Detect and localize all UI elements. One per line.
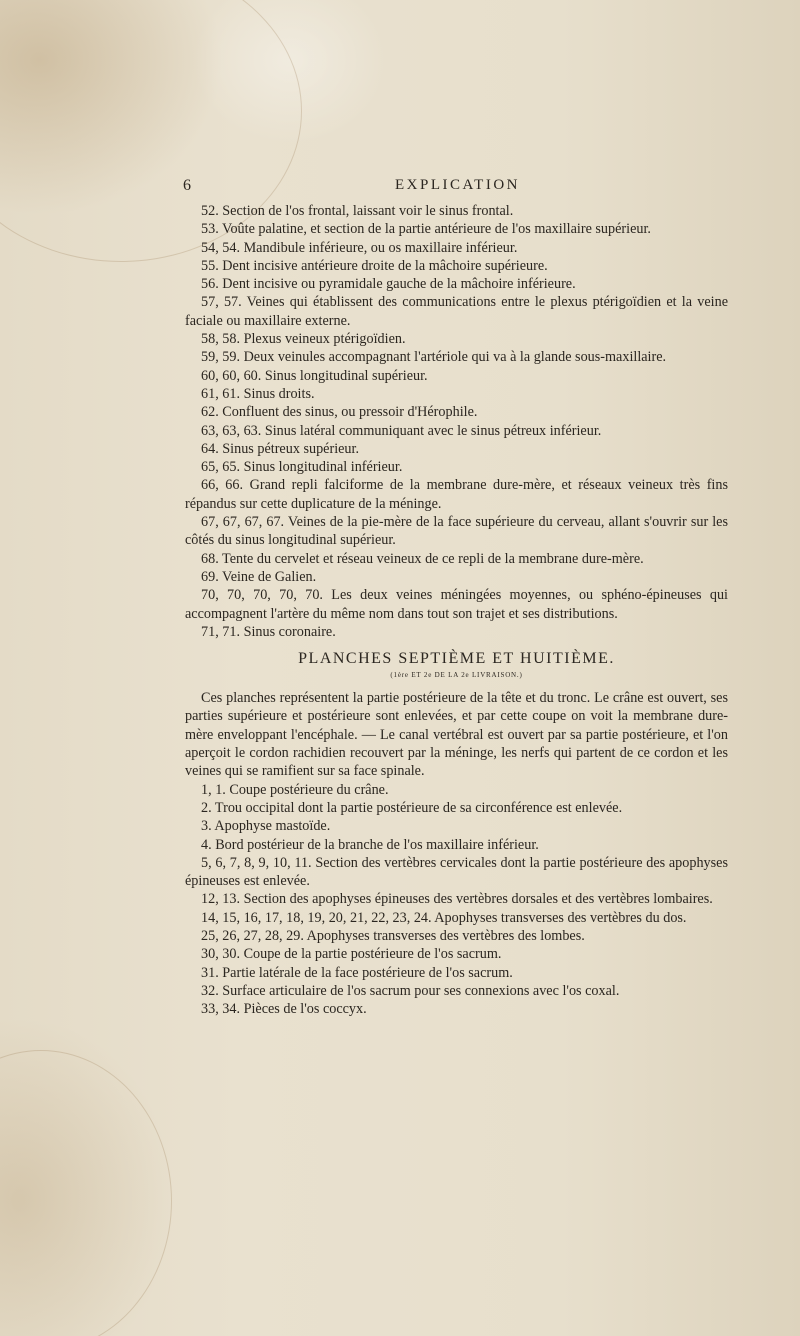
section-title: PLANCHES SEPTIÈME ET HUITIÈME. bbox=[298, 650, 615, 668]
entry: 63, 63, 63. Sinus latéral communiquant avec le sinus pétreux inférieur. bbox=[201, 422, 602, 439]
entry: 3. Apophyse mastoïde. bbox=[201, 818, 331, 835]
entry: 14, 15, 16, 17, 18, 19, 20, 21, 22, 23, 24. Apophyses transverses des vertèbres du dos. bbox=[201, 909, 687, 926]
entry: 55. Dent incisive antérieure droite de la mâchoire supérieure. bbox=[201, 257, 548, 274]
entry: 66, 66. Grand repli falciforme de la membrane dure-mère, et réseaux veineux très fins répandus sur cette duplicature de la méninge. bbox=[185, 477, 728, 512]
entry: 12, 13. Section des apophyses épineuses des vertèbres dorsales et des vertèbres lombaires. bbox=[201, 891, 713, 908]
entry: 33, 34. Pièces de l'os coccyx. bbox=[201, 1001, 367, 1018]
section-subtitle: (1ère ET 2e DE LA 2e LIVRAISON.) bbox=[390, 671, 523, 680]
water-stain bbox=[0, 1050, 172, 1336]
running-title: EXPLICATION bbox=[395, 177, 520, 193]
entry: 67, 67, 67, 67. Veines de la pie-mère de la face supérieure du cerveau, allant s'ouvrir sur les côtés du sinus longitudinal supérieur. bbox=[185, 514, 728, 549]
entry: 5, 6, 7, 8, 9, 10, 11. Section des vertèbres cervicales dont la partie postérieure des apophyses épineuses est enlevée. bbox=[185, 854, 728, 890]
entry: 54, 54. Mandibule inférieure, ou os maxillaire inférieur. bbox=[201, 239, 518, 256]
page-number: 6 bbox=[183, 177, 191, 194]
entry: 4. Bord postérieur de la branche de l'os maxillaire inférieur. bbox=[201, 836, 539, 853]
entry: 70, 70, 70, 70, 70. Les deux veines méningées moyennes, ou sphéno-épineuses qui accompagnent l'artère du même nom dans tout son trajet et ses distributions. bbox=[185, 587, 728, 622]
entry: 61, 61. Sinus droits. bbox=[201, 385, 315, 402]
entry: 2. Trou occipital dont la partie postérieure de sa circonférence est enlevée. bbox=[201, 799, 623, 816]
entry: 65, 65. Sinus longitudinal inférieur. bbox=[201, 459, 403, 476]
entry: 32. Surface articulaire de l'os sacrum pour ses connexions avec l'os coxal. bbox=[201, 982, 620, 999]
entry: 69. Veine de Galien. bbox=[201, 568, 317, 585]
entry: 30, 30. Coupe de la partie postérieure de l'os sacrum. bbox=[201, 946, 502, 963]
entry: 57, 57. Veines qui établissent des communications entre le plexus ptérigoïdien et la veine faciale ou maxillaire externe. bbox=[185, 294, 728, 329]
entry: 64. Sinus pétreux supérieur. bbox=[201, 440, 360, 457]
entry: 58, 58. Plexus veineux ptérigoïdien. bbox=[201, 331, 406, 348]
entry: 52. Section de l'os frontal, laissant voir le sinus frontal. bbox=[201, 203, 514, 219]
section-intro: Ces planches représentent la partie postérieure de la tête et du tronc. Le crâne est ouvert, ses parties supérieure et postérieure sont enlevées, et par cette coupe on voit la membrane dure-mère enveloppant l'encéphale. — Le canal vertébral est ouvert par sa partie postérieure, et l'on aperçoit le cordon rachidien recouvert par la méninge, les nerfs qui partent de ce cordon et les veines qui se ramifient sur sa face spinale. bbox=[185, 690, 728, 780]
entry: 56. Dent incisive ou pyramidale gauche de la mâchoire inférieure. bbox=[201, 276, 576, 293]
entry: 71, 71. Sinus coronaire. bbox=[201, 623, 336, 640]
page-header bbox=[0, 177, 800, 197]
entry: 1, 1. Coupe postérieure du crâne. bbox=[201, 781, 389, 798]
entry: 68. Tente du cervelet et réseau veineux de ce repli de la membrane dure-mère. bbox=[201, 550, 644, 567]
entry: 31. Partie latérale de la face postérieure de l'os sacrum. bbox=[201, 964, 513, 981]
entry: 62. Confluent des sinus, ou pressoir d'Hérophile. bbox=[201, 404, 478, 421]
entry: 25, 26, 27, 28, 29. Apophyses transverses des vertèbres des lombes. bbox=[201, 927, 585, 944]
entry: 53. Voûte palatine, et section de la partie antérieure de l'os maxillaire supérieur. bbox=[201, 221, 651, 238]
entry: 60, 60, 60. Sinus longitudinal supérieur. bbox=[201, 367, 428, 384]
entry: 59, 59. Deux veinules accompagnant l'artériole qui va à la glande sous-maxillaire. bbox=[201, 349, 667, 366]
page-body bbox=[185, 202, 728, 1018]
